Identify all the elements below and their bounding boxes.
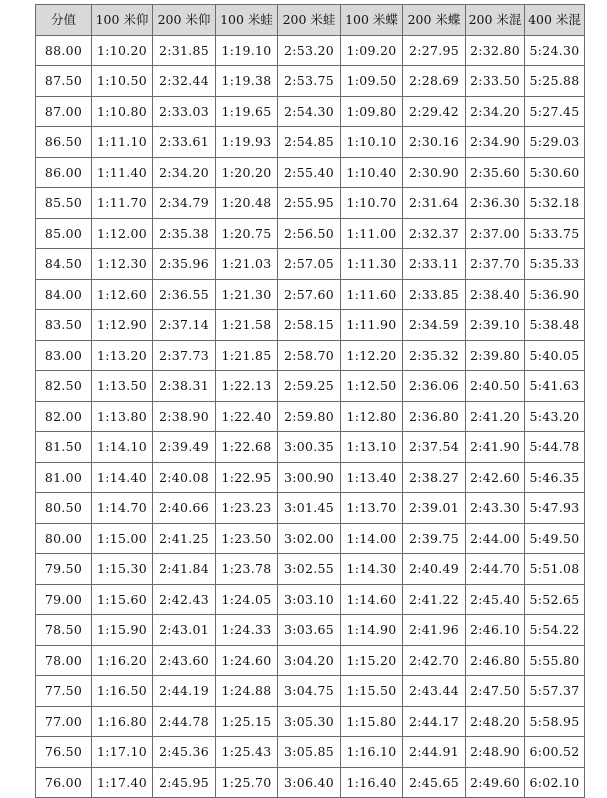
cell-100m-breaststroke: 1:19.93 (216, 127, 278, 158)
cell-score: 84.00 (36, 279, 92, 310)
cell-score: 79.00 (36, 584, 92, 615)
cell-200m-breaststroke: 3:02.55 (278, 554, 341, 585)
cell-score: 80.00 (36, 523, 92, 554)
cell-100m-butterfly: 1:10.10 (341, 127, 403, 158)
cell-200m-butterfly: 2:39.75 (403, 523, 466, 554)
cell-100m-butterfly: 1:12.80 (341, 401, 403, 432)
table-row (36, 157, 585, 188)
cell-100m-butterfly: 1:09.20 (341, 35, 403, 66)
table-row (36, 401, 585, 432)
cell-200m-backstroke: 2:34.79 (153, 188, 216, 219)
cell-200m-backstroke: 2:41.84 (153, 554, 216, 585)
cell-100m-backstroke: 1:15.90 (92, 615, 153, 646)
cell-100m-butterfly: 1:12.20 (341, 340, 403, 371)
score-table (35, 4, 585, 798)
table-row (36, 279, 585, 310)
cell-100m-butterfly: 1:11.90 (341, 310, 403, 341)
cell-200m-butterfly: 2:29.42 (403, 96, 466, 127)
cell-200m-breaststroke: 2:53.20 (278, 35, 341, 66)
cell-100m-butterfly: 1:14.60 (341, 584, 403, 615)
cell-100m-backstroke: 1:17.40 (92, 767, 153, 798)
cell-400m-medley: 5:41.63 (525, 371, 585, 402)
cell-100m-butterfly: 1:09.50 (341, 66, 403, 97)
cell-400m-medley: 5:49.50 (525, 523, 585, 554)
cell-100m-butterfly: 1:13.40 (341, 462, 403, 493)
cell-200m-medley: 2:34.90 (466, 127, 525, 158)
table-row (36, 706, 585, 737)
cell-400m-medley: 5:58.95 (525, 706, 585, 737)
cell-200m-medley: 2:37.00 (466, 218, 525, 249)
cell-200m-medley: 2:45.40 (466, 584, 525, 615)
cell-100m-butterfly: 1:16.40 (341, 767, 403, 798)
cell-200m-medley: 2:46.10 (466, 615, 525, 646)
cell-400m-medley: 5:36.90 (525, 279, 585, 310)
cell-100m-breaststroke: 1:22.13 (216, 371, 278, 402)
cell-200m-butterfly: 2:30.16 (403, 127, 466, 158)
cell-200m-butterfly: 2:41.22 (403, 584, 466, 615)
cell-100m-backstroke: 1:14.70 (92, 493, 153, 524)
cell-200m-butterfly: 2:40.49 (403, 554, 466, 585)
table-row (36, 462, 585, 493)
cell-100m-backstroke: 1:10.50 (92, 66, 153, 97)
cell-100m-breaststroke: 1:22.40 (216, 401, 278, 432)
cell-200m-medley: 2:39.80 (466, 340, 525, 371)
header-100m-breaststroke: 100 米蛙 (216, 5, 278, 36)
table-row (36, 127, 585, 158)
cell-400m-medley: 5:43.20 (525, 401, 585, 432)
cell-200m-backstroke: 2:33.03 (153, 96, 216, 127)
cell-200m-breaststroke: 3:03.65 (278, 615, 341, 646)
cell-200m-medley: 2:48.90 (466, 737, 525, 768)
cell-200m-backstroke: 2:42.43 (153, 584, 216, 615)
cell-100m-breaststroke: 1:25.15 (216, 706, 278, 737)
cell-100m-backstroke: 1:13.80 (92, 401, 153, 432)
cell-score: 79.50 (36, 554, 92, 585)
cell-200m-backstroke: 2:35.96 (153, 249, 216, 280)
cell-100m-butterfly: 1:16.10 (341, 737, 403, 768)
cell-200m-medley: 2:41.20 (466, 401, 525, 432)
cell-200m-medley: 2:34.20 (466, 96, 525, 127)
cell-200m-backstroke: 2:36.55 (153, 279, 216, 310)
cell-score: 82.00 (36, 401, 92, 432)
cell-200m-breaststroke: 2:59.25 (278, 371, 341, 402)
cell-200m-backstroke: 2:32.44 (153, 66, 216, 97)
cell-200m-medley: 2:43.30 (466, 493, 525, 524)
cell-100m-breaststroke: 1:19.65 (216, 96, 278, 127)
cell-200m-butterfly: 2:33.11 (403, 249, 466, 280)
cell-400m-medley: 5:40.05 (525, 340, 585, 371)
cell-200m-medley: 2:44.00 (466, 523, 525, 554)
cell-100m-breaststroke: 1:20.48 (216, 188, 278, 219)
cell-100m-breaststroke: 1:23.78 (216, 554, 278, 585)
cell-100m-backstroke: 1:15.30 (92, 554, 153, 585)
table-row (36, 249, 585, 280)
cell-100m-backstroke: 1:10.20 (92, 35, 153, 66)
cell-200m-butterfly: 2:44.91 (403, 737, 466, 768)
cell-400m-medley: 5:29.03 (525, 127, 585, 158)
cell-200m-breaststroke: 2:58.15 (278, 310, 341, 341)
cell-score: 81.00 (36, 462, 92, 493)
cell-100m-breaststroke: 1:22.95 (216, 462, 278, 493)
cell-100m-butterfly: 1:11.60 (341, 279, 403, 310)
cell-100m-butterfly: 1:13.10 (341, 432, 403, 463)
cell-100m-backstroke: 1:15.00 (92, 523, 153, 554)
cell-100m-butterfly: 1:12.50 (341, 371, 403, 402)
cell-100m-breaststroke: 1:20.20 (216, 157, 278, 188)
cell-200m-breaststroke: 2:54.85 (278, 127, 341, 158)
cell-200m-butterfly: 2:27.95 (403, 35, 466, 66)
cell-100m-backstroke: 1:16.50 (92, 676, 153, 707)
cell-400m-medley: 5:30.60 (525, 157, 585, 188)
cell-score: 77.50 (36, 676, 92, 707)
cell-200m-butterfly: 2:38.27 (403, 462, 466, 493)
cell-400m-medley: 5:55.80 (525, 645, 585, 676)
cell-200m-medley: 2:44.70 (466, 554, 525, 585)
table-row (36, 218, 585, 249)
cell-200m-butterfly: 2:35.32 (403, 340, 466, 371)
cell-200m-backstroke: 2:37.14 (153, 310, 216, 341)
cell-200m-butterfly: 2:45.65 (403, 767, 466, 798)
cell-200m-breaststroke: 2:53.75 (278, 66, 341, 97)
cell-400m-medley: 5:35.33 (525, 249, 585, 280)
cell-score: 82.50 (36, 371, 92, 402)
cell-200m-breaststroke: 3:06.40 (278, 767, 341, 798)
cell-200m-backstroke: 2:37.73 (153, 340, 216, 371)
table-row (36, 188, 585, 219)
cell-200m-breaststroke: 3:01.45 (278, 493, 341, 524)
cell-score: 83.50 (36, 310, 92, 341)
cell-200m-butterfly: 2:34.59 (403, 310, 466, 341)
cell-score: 76.00 (36, 767, 92, 798)
cell-score: 87.00 (36, 96, 92, 127)
cell-100m-backstroke: 1:14.10 (92, 432, 153, 463)
cell-200m-breaststroke: 3:04.20 (278, 645, 341, 676)
cell-score: 76.50 (36, 737, 92, 768)
cell-100m-backstroke: 1:17.10 (92, 737, 153, 768)
header-100m-backstroke: 100 米仰 (92, 5, 153, 36)
cell-100m-butterfly: 1:14.00 (341, 523, 403, 554)
cell-100m-breaststroke: 1:21.85 (216, 340, 278, 371)
cell-200m-butterfly: 2:41.96 (403, 615, 466, 646)
table-row (36, 767, 585, 798)
cell-200m-breaststroke: 2:57.05 (278, 249, 341, 280)
cell-100m-breaststroke: 1:25.70 (216, 767, 278, 798)
cell-100m-butterfly: 1:13.70 (341, 493, 403, 524)
cell-100m-breaststroke: 1:24.05 (216, 584, 278, 615)
cell-400m-medley: 5:52.65 (525, 584, 585, 615)
cell-100m-butterfly: 1:15.80 (341, 706, 403, 737)
cell-100m-backstroke: 1:13.50 (92, 371, 153, 402)
cell-score: 83.00 (36, 340, 92, 371)
cell-200m-medley: 2:32.80 (466, 35, 525, 66)
cell-score: 87.50 (36, 66, 92, 97)
table-row (36, 432, 585, 463)
cell-200m-butterfly: 2:36.06 (403, 371, 466, 402)
table-row (36, 371, 585, 402)
cell-200m-butterfly: 2:43.44 (403, 676, 466, 707)
table-row (36, 96, 585, 127)
cell-200m-medley: 2:36.30 (466, 188, 525, 219)
cell-100m-breaststroke: 1:19.38 (216, 66, 278, 97)
header-200m-medley: 200 米混 (466, 5, 525, 36)
cell-400m-medley: 5:44.78 (525, 432, 585, 463)
table-row (36, 737, 585, 768)
cell-200m-breaststroke: 2:57.60 (278, 279, 341, 310)
cell-200m-medley: 2:40.50 (466, 371, 525, 402)
table-row (36, 645, 585, 676)
cell-200m-medley: 2:42.60 (466, 462, 525, 493)
table-row (36, 35, 585, 66)
cell-400m-medley: 5:54.22 (525, 615, 585, 646)
cell-400m-medley: 5:24.30 (525, 35, 585, 66)
cell-100m-butterfly: 1:14.90 (341, 615, 403, 646)
cell-200m-butterfly: 2:33.85 (403, 279, 466, 310)
cell-200m-butterfly: 2:32.37 (403, 218, 466, 249)
cell-200m-butterfly: 2:42.70 (403, 645, 466, 676)
cell-200m-breaststroke: 2:55.95 (278, 188, 341, 219)
header-score: 分值 (36, 5, 92, 36)
cell-100m-backstroke: 1:12.90 (92, 310, 153, 341)
cell-200m-backstroke: 2:35.38 (153, 218, 216, 249)
cell-score: 88.00 (36, 35, 92, 66)
cell-400m-medley: 5:27.45 (525, 96, 585, 127)
cell-200m-butterfly: 2:36.80 (403, 401, 466, 432)
cell-200m-breaststroke: 2:56.50 (278, 218, 341, 249)
cell-200m-backstroke: 2:44.78 (153, 706, 216, 737)
cell-200m-breaststroke: 3:05.85 (278, 737, 341, 768)
cell-200m-backstroke: 2:40.66 (153, 493, 216, 524)
cell-200m-medley: 2:47.50 (466, 676, 525, 707)
table-header (36, 5, 585, 36)
score-table-container (35, 4, 584, 798)
cell-100m-backstroke: 1:12.60 (92, 279, 153, 310)
cell-score: 86.00 (36, 157, 92, 188)
cell-100m-backstroke: 1:11.70 (92, 188, 153, 219)
cell-score: 85.50 (36, 188, 92, 219)
cell-score: 80.50 (36, 493, 92, 524)
cell-100m-butterfly: 1:10.40 (341, 157, 403, 188)
header-200m-backstroke: 200 米仰 (153, 5, 216, 36)
cell-200m-backstroke: 2:44.19 (153, 676, 216, 707)
table-row (36, 493, 585, 524)
cell-400m-medley: 5:46.35 (525, 462, 585, 493)
cell-100m-butterfly: 1:15.20 (341, 645, 403, 676)
cell-200m-breaststroke: 3:04.75 (278, 676, 341, 707)
cell-100m-backstroke: 1:11.40 (92, 157, 153, 188)
cell-100m-butterfly: 1:09.80 (341, 96, 403, 127)
cell-200m-breaststroke: 3:05.30 (278, 706, 341, 737)
cell-200m-medley: 2:38.40 (466, 279, 525, 310)
cell-100m-backstroke: 1:13.20 (92, 340, 153, 371)
table-body (36, 35, 585, 798)
cell-100m-breaststroke: 1:21.03 (216, 249, 278, 280)
cell-100m-backstroke: 1:16.20 (92, 645, 153, 676)
header-400m-medley: 400 米混 (525, 5, 585, 36)
cell-100m-backstroke: 1:16.80 (92, 706, 153, 737)
header-100m-butterfly: 100 米蝶 (341, 5, 403, 36)
cell-100m-butterfly: 1:15.50 (341, 676, 403, 707)
cell-100m-backstroke: 1:11.10 (92, 127, 153, 158)
table-row (36, 66, 585, 97)
cell-200m-breaststroke: 3:00.35 (278, 432, 341, 463)
cell-200m-breaststroke: 2:55.40 (278, 157, 341, 188)
cell-score: 77.00 (36, 706, 92, 737)
cell-200m-backstroke: 2:38.90 (153, 401, 216, 432)
cell-400m-medley: 5:32.18 (525, 188, 585, 219)
cell-200m-medley: 2:41.90 (466, 432, 525, 463)
cell-100m-butterfly: 1:10.70 (341, 188, 403, 219)
cell-100m-breaststroke: 1:21.58 (216, 310, 278, 341)
cell-200m-butterfly: 2:31.64 (403, 188, 466, 219)
cell-100m-butterfly: 1:11.30 (341, 249, 403, 280)
cell-200m-backstroke: 2:40.08 (153, 462, 216, 493)
cell-100m-breaststroke: 1:24.88 (216, 676, 278, 707)
cell-100m-breaststroke: 1:21.30 (216, 279, 278, 310)
cell-100m-breaststroke: 1:25.43 (216, 737, 278, 768)
cell-400m-medley: 5:38.48 (525, 310, 585, 341)
cell-100m-breaststroke: 1:24.60 (216, 645, 278, 676)
table-row (36, 523, 585, 554)
cell-200m-breaststroke: 2:58.70 (278, 340, 341, 371)
cell-400m-medley: 5:51.08 (525, 554, 585, 585)
cell-100m-breaststroke: 1:19.10 (216, 35, 278, 66)
cell-200m-backstroke: 2:34.20 (153, 157, 216, 188)
cell-200m-medley: 2:39.10 (466, 310, 525, 341)
table-row (36, 340, 585, 371)
header-row (36, 5, 585, 36)
cell-100m-breaststroke: 1:20.75 (216, 218, 278, 249)
cell-200m-medley: 2:46.80 (466, 645, 525, 676)
cell-100m-backstroke: 1:10.80 (92, 96, 153, 127)
cell-200m-backstroke: 2:45.95 (153, 767, 216, 798)
cell-200m-breaststroke: 2:54.30 (278, 96, 341, 127)
cell-100m-breaststroke: 1:22.68 (216, 432, 278, 463)
cell-200m-medley: 2:35.60 (466, 157, 525, 188)
cell-200m-breaststroke: 3:02.00 (278, 523, 341, 554)
table-row (36, 584, 585, 615)
cell-score: 78.00 (36, 645, 92, 676)
cell-score: 84.50 (36, 249, 92, 280)
cell-100m-breaststroke: 1:23.50 (216, 523, 278, 554)
cell-200m-backstroke: 2:39.49 (153, 432, 216, 463)
cell-200m-medley: 2:48.20 (466, 706, 525, 737)
cell-100m-butterfly: 1:11.00 (341, 218, 403, 249)
cell-100m-butterfly: 1:14.30 (341, 554, 403, 585)
cell-200m-backstroke: 2:38.31 (153, 371, 216, 402)
cell-100m-breaststroke: 1:24.33 (216, 615, 278, 646)
header-200m-butterfly: 200 米蝶 (403, 5, 466, 36)
cell-400m-medley: 6:00.52 (525, 737, 585, 768)
cell-score: 86.50 (36, 127, 92, 158)
cell-100m-backstroke: 1:14.40 (92, 462, 153, 493)
cell-200m-medley: 2:33.50 (466, 66, 525, 97)
cell-100m-backstroke: 1:15.60 (92, 584, 153, 615)
cell-100m-backstroke: 1:12.00 (92, 218, 153, 249)
cell-200m-butterfly: 2:28.69 (403, 66, 466, 97)
cell-200m-butterfly: 2:37.54 (403, 432, 466, 463)
cell-score: 81.50 (36, 432, 92, 463)
cell-400m-medley: 5:47.93 (525, 493, 585, 524)
cell-200m-backstroke: 2:41.25 (153, 523, 216, 554)
table-row (36, 676, 585, 707)
table-row (36, 310, 585, 341)
cell-200m-breaststroke: 2:59.80 (278, 401, 341, 432)
cell-400m-medley: 5:57.37 (525, 676, 585, 707)
cell-score: 78.50 (36, 615, 92, 646)
cell-score: 85.00 (36, 218, 92, 249)
cell-200m-backstroke: 2:43.01 (153, 615, 216, 646)
cell-100m-backstroke: 1:12.30 (92, 249, 153, 280)
cell-200m-butterfly: 2:44.17 (403, 706, 466, 737)
cell-200m-backstroke: 2:45.36 (153, 737, 216, 768)
cell-200m-backstroke: 2:33.61 (153, 127, 216, 158)
table-row (36, 615, 585, 646)
cell-200m-backstroke: 2:31.85 (153, 35, 216, 66)
cell-200m-medley: 2:37.70 (466, 249, 525, 280)
cell-200m-butterfly: 2:30.90 (403, 157, 466, 188)
cell-200m-backstroke: 2:43.60 (153, 645, 216, 676)
cell-100m-breaststroke: 1:23.23 (216, 493, 278, 524)
cell-200m-butterfly: 2:39.01 (403, 493, 466, 524)
cell-400m-medley: 5:33.75 (525, 218, 585, 249)
cell-400m-medley: 5:25.88 (525, 66, 585, 97)
cell-200m-medley: 2:49.60 (466, 767, 525, 798)
header-200m-breaststroke: 200 米蛙 (278, 5, 341, 36)
cell-200m-breaststroke: 3:03.10 (278, 584, 341, 615)
table-row (36, 554, 585, 585)
cell-200m-breaststroke: 3:00.90 (278, 462, 341, 493)
cell-400m-medley: 6:02.10 (525, 767, 585, 798)
